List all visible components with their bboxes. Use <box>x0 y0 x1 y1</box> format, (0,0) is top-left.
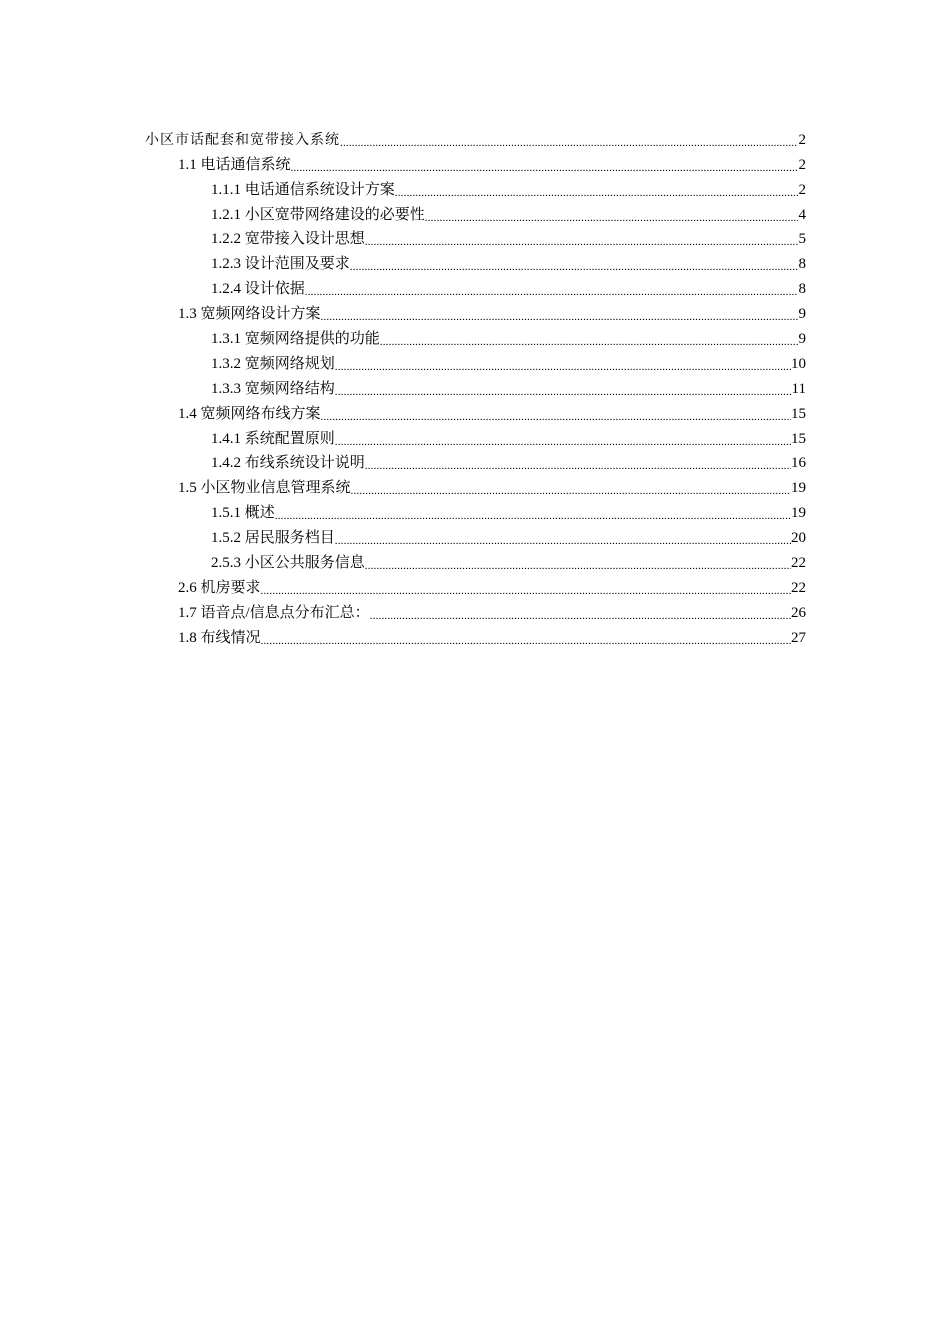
toc-entry[interactable] <box>0 547 950 572</box>
toc-page-number: 22 <box>791 555 806 572</box>
toc-page-number: 5 <box>798 231 806 248</box>
toc-entry-title: 1.4.2 布线系统设计说明 <box>211 455 365 472</box>
toc-leader-dots <box>291 156 798 174</box>
toc-page-number: 2 <box>798 131 806 148</box>
toc-entry-title: 1.5.1 概述 <box>211 505 275 522</box>
toc-entry-title: 2.6 机房要求 <box>178 579 261 596</box>
toc-page-number: 16 <box>791 455 806 472</box>
toc-page-number: 26 <box>791 604 806 621</box>
toc-leader-dots <box>365 554 791 572</box>
toc-entry-title: 2.5.3 小区公共服务信息 <box>211 555 365 572</box>
toc-page-number: 9 <box>798 331 806 348</box>
toc-leader-dots <box>335 430 791 448</box>
toc-page-number: 19 <box>791 480 806 497</box>
toc-entry[interactable] <box>0 572 950 597</box>
toc-entry-title: 1.3.2 宽频网络规划 <box>211 355 335 372</box>
toc-leader-dots <box>275 504 791 522</box>
toc-entry[interactable] <box>0 597 950 622</box>
toc-entry-title: 1.4.1 系统配置原则 <box>211 430 335 447</box>
toc-leader-dots <box>380 330 798 348</box>
toc-entry[interactable] <box>0 199 950 224</box>
toc-leader-dots <box>335 355 791 373</box>
toc-entry-title: 1.2.3 设计范围及要求 <box>211 256 350 273</box>
toc-entry[interactable] <box>0 423 950 448</box>
toc-entry-title: 1.2.1 小区宽带网络建设的必要性 <box>211 206 425 223</box>
toc-entry[interactable] <box>0 373 950 398</box>
toc-entry[interactable] <box>0 124 950 149</box>
toc-entry[interactable] <box>0 497 950 522</box>
toc-entry[interactable] <box>0 398 950 423</box>
toc-entry-title: 1.5.2 居民服务档目 <box>211 530 335 547</box>
toc-entry[interactable] <box>0 149 950 174</box>
toc-leader-dots <box>340 131 798 149</box>
toc-entry[interactable] <box>0 448 950 473</box>
toc-leader-dots <box>305 280 798 298</box>
toc-entry-title: 小区市话配套和宽带接入系统 <box>145 131 340 148</box>
toc-entry[interactable] <box>0 174 950 199</box>
toc-entry[interactable] <box>0 248 950 273</box>
toc-leader-dots <box>425 206 798 224</box>
toc-page-number: 20 <box>791 530 806 547</box>
toc-leader-dots <box>365 454 791 472</box>
toc-leader-dots <box>321 405 791 423</box>
toc-page-number: 15 <box>791 405 806 422</box>
toc-entry[interactable] <box>0 323 950 348</box>
toc-page-number: 22 <box>791 579 806 596</box>
toc-page-number: 8 <box>798 256 806 273</box>
toc-page-number: 2 <box>798 156 806 173</box>
toc-entry-title: 1.3.1 宽频网络提供的功能 <box>211 331 380 348</box>
toc-page-number: 27 <box>791 629 806 646</box>
toc-entry[interactable] <box>0 622 950 647</box>
toc-leader-dots <box>261 629 791 647</box>
toc-page-number: 9 <box>798 306 806 323</box>
toc-entry-title: 1.4 宽频网络布线方案 <box>178 405 321 422</box>
toc-leader-dots <box>395 181 798 199</box>
toc-leader-dots <box>351 479 791 497</box>
toc-page-number: 15 <box>791 430 806 447</box>
toc-page-number: 8 <box>798 281 806 298</box>
toc-entry-title: 1.7 语音点/信息点分布汇总： <box>178 604 370 621</box>
toc-entry-title: 1.1 电话通信系统 <box>178 156 291 173</box>
toc-page-number: 2 <box>798 181 806 198</box>
table-of-contents <box>0 124 950 647</box>
toc-leader-dots <box>365 230 798 248</box>
toc-leader-dots <box>335 380 792 398</box>
toc-leader-dots <box>335 529 791 547</box>
toc-entry-title: 1.3 宽频网络设计方案 <box>178 306 321 323</box>
toc-entry[interactable] <box>0 224 950 249</box>
toc-entry-title: 1.1.1 电话通信系统设计方案 <box>211 181 395 198</box>
toc-entry-title: 1.2.2 宽带接入设计思想 <box>211 231 365 248</box>
toc-leader-dots <box>261 579 791 597</box>
toc-page-number: 19 <box>791 505 806 522</box>
toc-page-number: 10 <box>791 355 806 372</box>
toc-entry-title: 1.3.3 宽频网络结构 <box>211 380 335 397</box>
toc-leader-dots <box>350 255 798 273</box>
toc-page-number: 11 <box>791 380 806 397</box>
toc-entry[interactable] <box>0 472 950 497</box>
toc-leader-dots <box>321 305 798 323</box>
toc-entry[interactable] <box>0 522 950 547</box>
toc-entry[interactable] <box>0 298 950 323</box>
toc-page-number: 4 <box>798 206 806 223</box>
toc-entry-title: 1.5 小区物业信息管理系统 <box>178 480 351 497</box>
toc-entry[interactable] <box>0 273 950 298</box>
toc-leader-dots <box>370 604 791 622</box>
toc-entry-title: 1.2.4 设计依据 <box>211 281 305 298</box>
toc-entry-title: 1.8 布线情况 <box>178 629 261 646</box>
toc-entry[interactable] <box>0 348 950 373</box>
